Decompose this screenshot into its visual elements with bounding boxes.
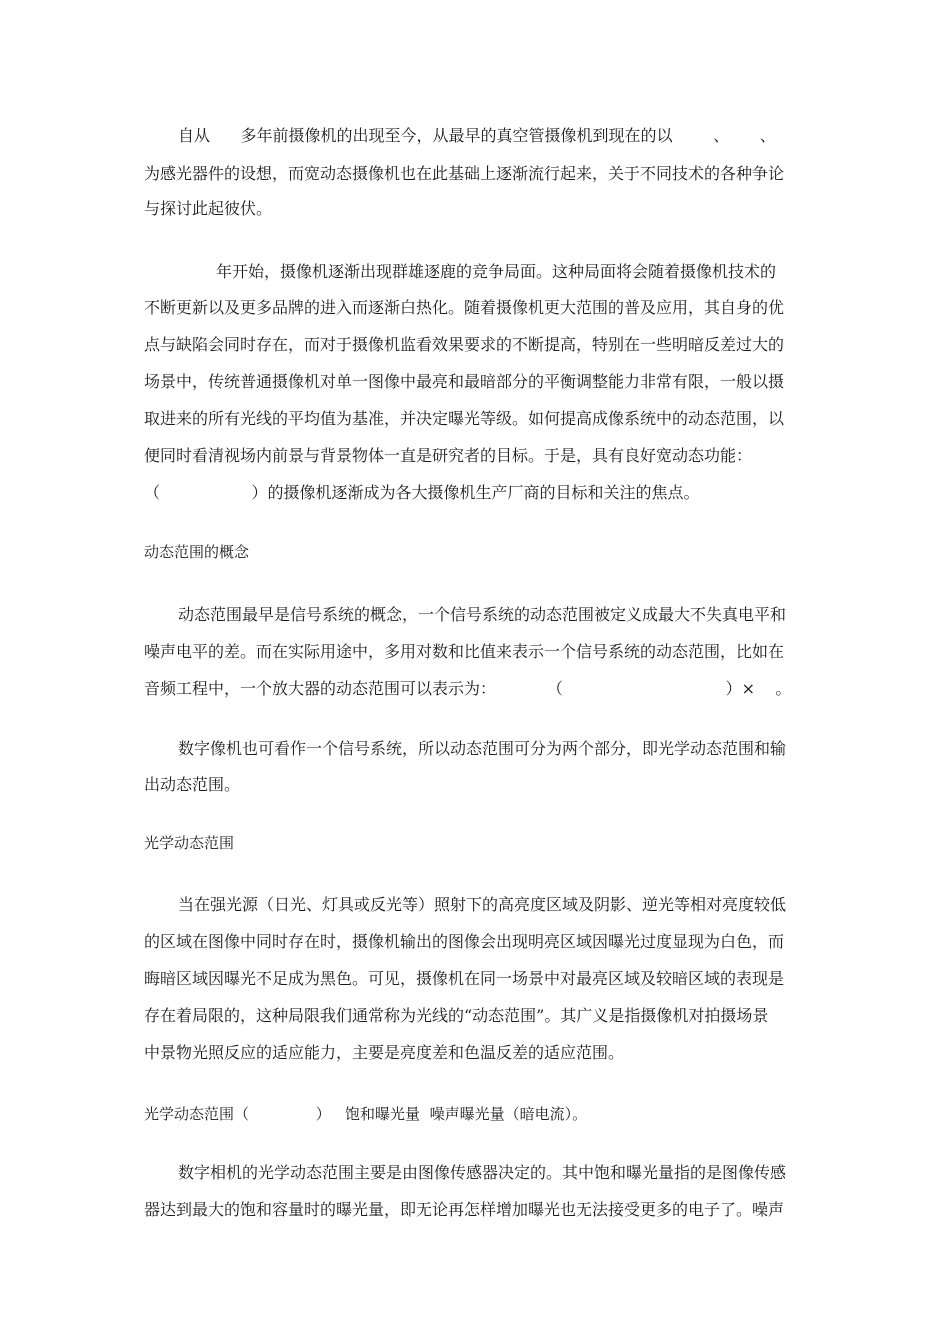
- text-line: 数字相机的光学动态范围主要是由图像传感器决定的。其中饱和曝光量指的是图像传感: [178, 1163, 787, 1182]
- text-line: 取进来的所有光线的平均值为基准，并决定曝光等级。如何提高成像系统中的动态范围，以: [144, 409, 785, 428]
- section-heading-dynamic-range-concept: 动态范围的概念: [144, 543, 250, 561]
- text-line: 点与缺陷会同时存在，而对于摄像机监看效果要求的不断提高，特别在一些明暗反差过大的: [144, 335, 785, 354]
- text-line: 场景中，传统普通摄像机对单一图像中最亮和最暗部分的平衡调整能力非常有限，一般以摄: [144, 372, 785, 391]
- text-line: 为感光器件的设想，而宽动态摄像机也在此基础上逐渐流行起来，关于不同技术的各种争论: [144, 164, 785, 183]
- text-line: 音频工程中，一个放大器的动态范围可以表示为： （ ）× 。: [144, 679, 792, 698]
- text-line: 数字像机也可看作一个信号系统，所以动态范围可分为两个部分，即光学动态范围和输: [178, 739, 787, 758]
- text-line: （ ）的摄像机逐渐成为各大摄像机生产厂商的目标和关注的焦点。: [144, 483, 700, 502]
- text-line: 的区域在图像中同时存在时，摄像机输出的图像会出现明亮区域因曝光过度显现为白色，而: [144, 932, 785, 951]
- text-line: 与探讨此起彼伏。: [144, 199, 273, 218]
- text-line: 便同时看清视场内前景与背景物体一直是研究者的目标。于是，具有良好宽动态功能：: [144, 446, 753, 465]
- section-heading-optical-dynamic-range: 光学动态范围: [144, 834, 235, 852]
- text-line: 中景物光照反应的适应能力，主要是亮度差和色温反差的适应范围。: [144, 1043, 625, 1062]
- text-line: 出动态范围。: [144, 775, 241, 794]
- text-line: 晦暗区域因曝光不足成为黑色。可见，摄像机在同一场景中对最亮区域及较暗区域的表现是: [144, 969, 785, 988]
- text-line: 器达到最大的饱和容量时的曝光量，即无论再怎样增加曝光也无法接受更多的电子了。噪声: [144, 1200, 785, 1219]
- text-line: 存在着局限的，这种局限我们通常称为光线的“动态范围”。其广义是指摄像机对拍摄场景: [144, 1006, 769, 1025]
- text-line: 自从 多年前摄像机的出现至今，从最早的真空管摄像机到现在的以 、 、: [178, 126, 776, 145]
- text-line: 当在强光源（日光、灯具或反光等）照射下的高亮度区域及阴影、逆光等相对亮度较低: [178, 895, 787, 914]
- text-line: 动态范围最早是信号系统的概念，一个信号系统的动态范围被定义成最大不失真电平和: [178, 605, 787, 624]
- text-line: 年开始，摄像机逐渐出现群雄逐鹿的竞争局面。这种局面将会随着摄像机技术的: [216, 262, 777, 281]
- text-line: 不断更新以及更多品牌的进入而逐渐白热化。随着摄像机更大范围的普及应用，其自身的优: [144, 298, 785, 317]
- text-line: 噪声电平的差。而在实际用途中，多用对数和比值来表示一个信号系统的动态范围，比如在: [144, 642, 785, 661]
- formula-optical-dynamic-range: 光学动态范围（ ） 饱和曝光量 噪声曝光量（暗电流）。: [144, 1105, 588, 1123]
